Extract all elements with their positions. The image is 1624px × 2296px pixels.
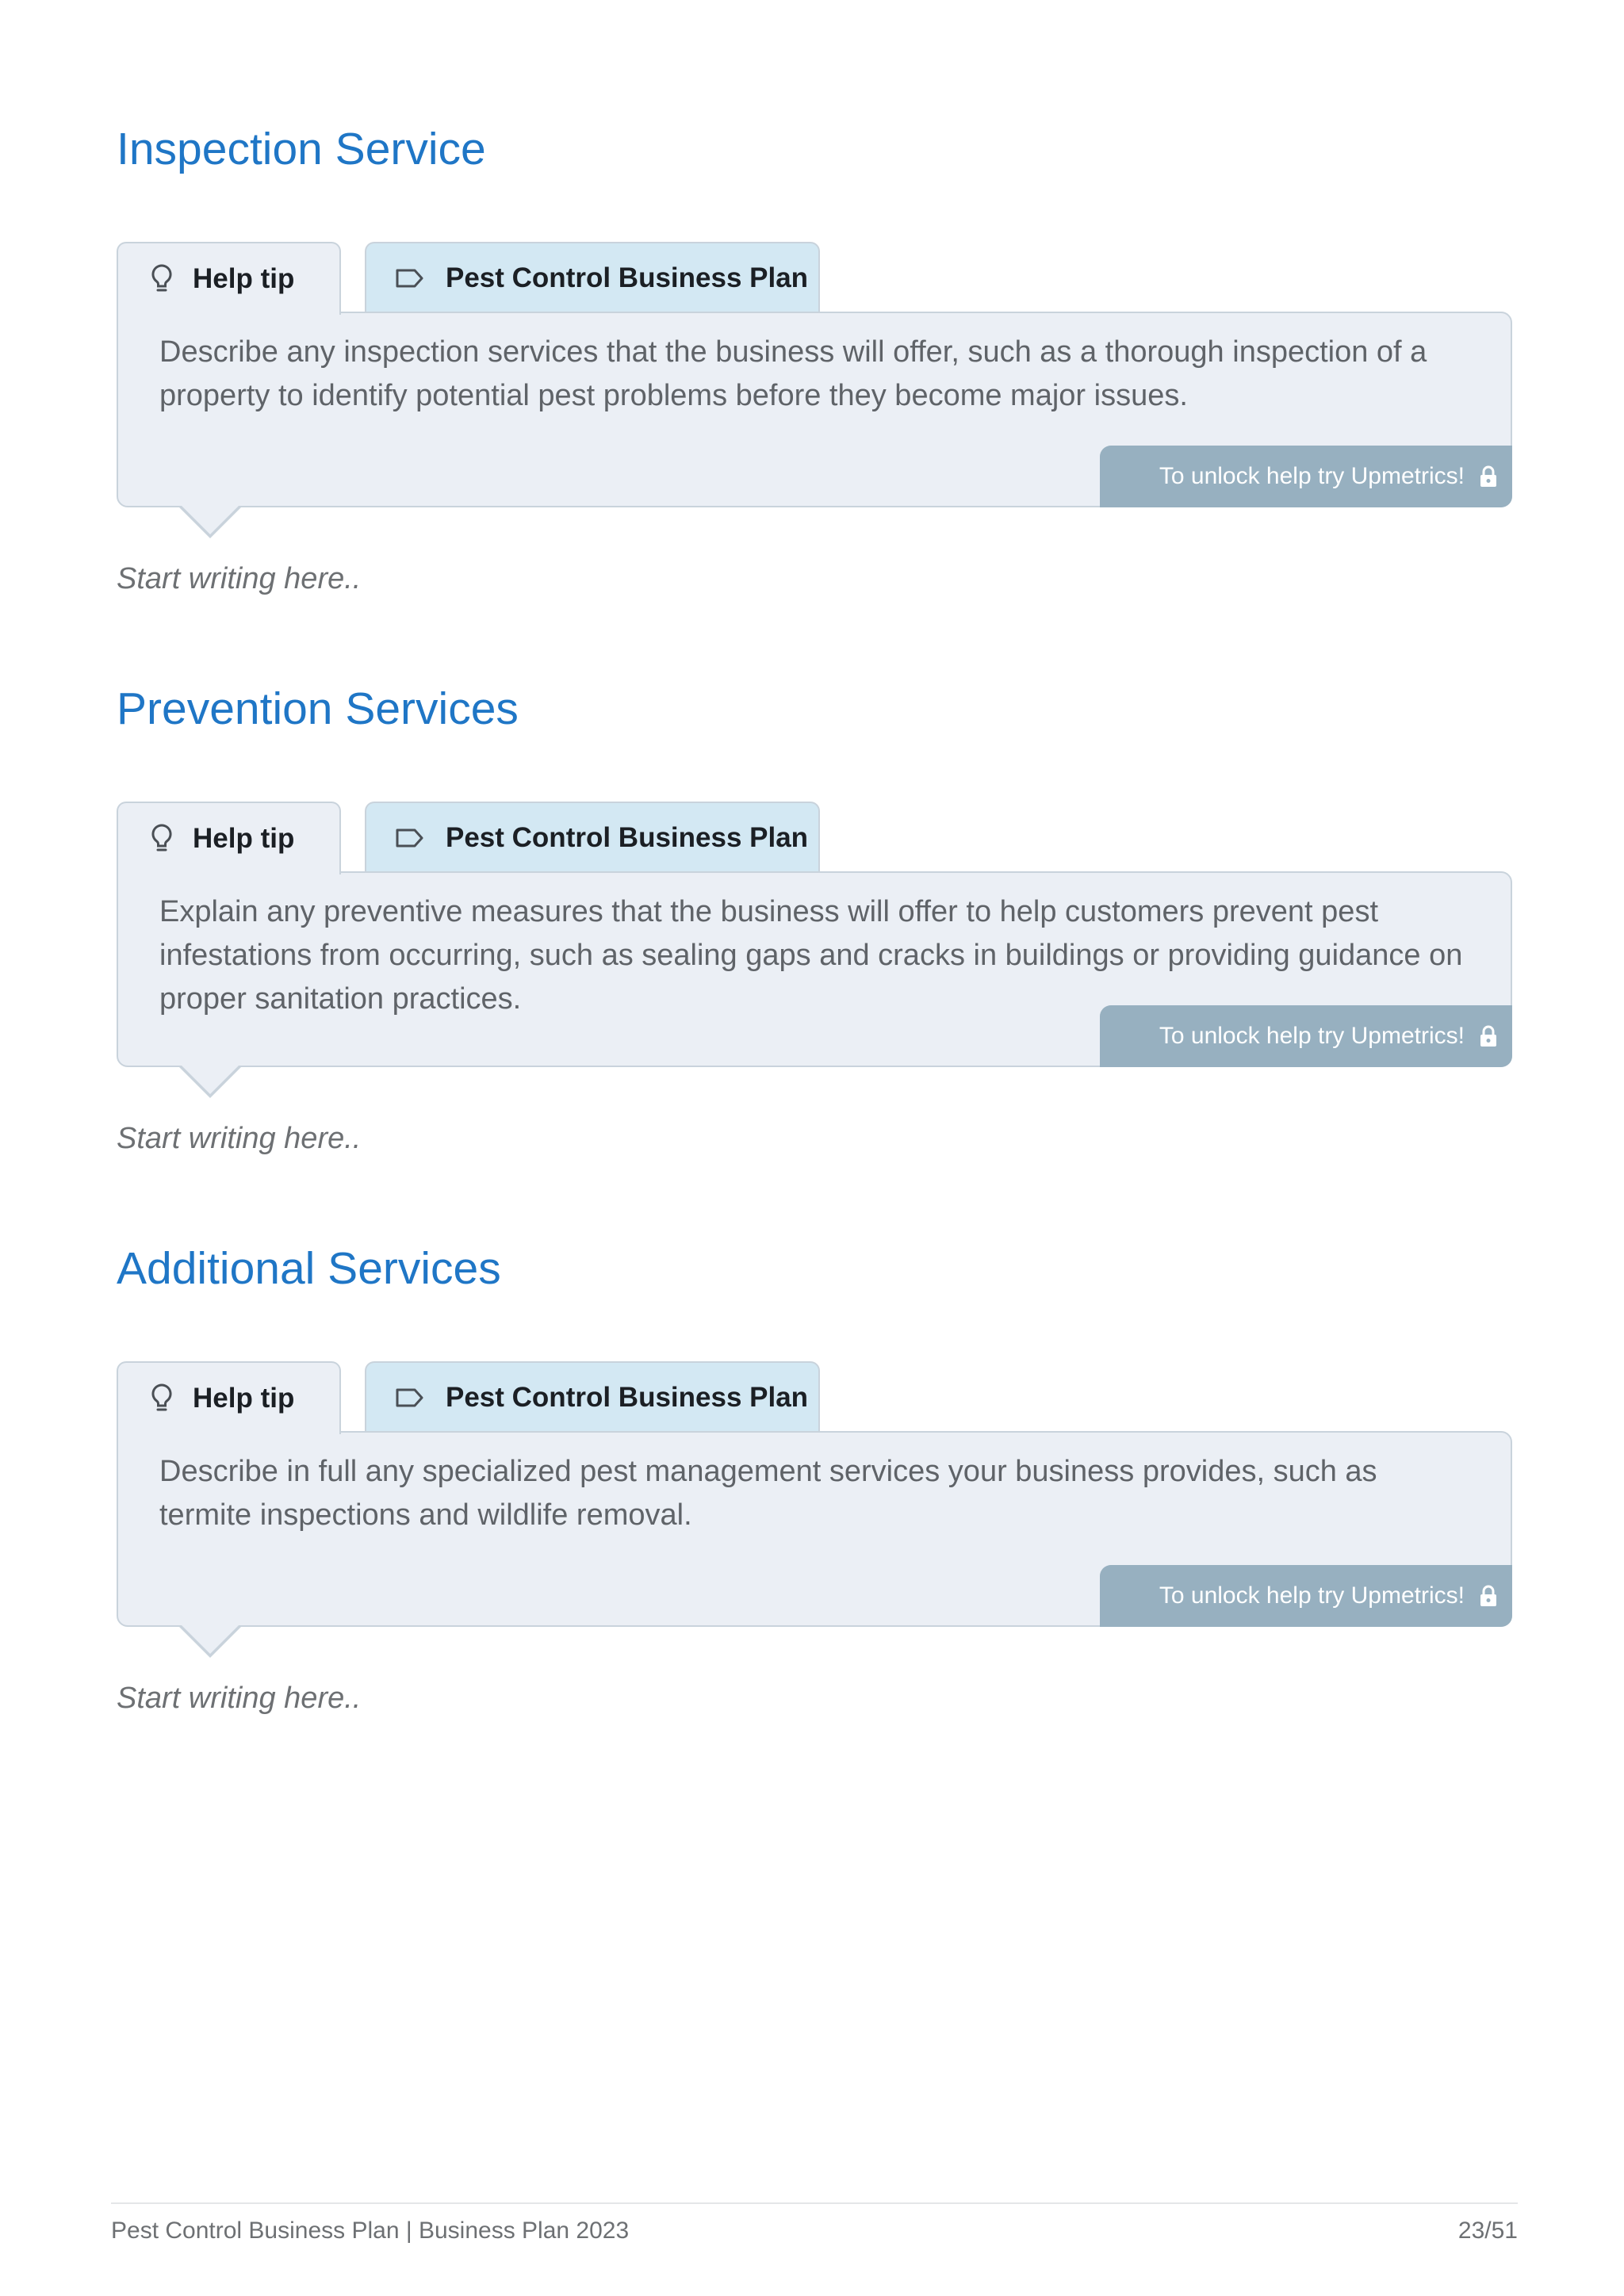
tab-help-tip-label: Help tip [193,1383,295,1414]
tab-plan-label: Pest Control Business Plan [446,822,809,853]
writing-placeholder[interactable]: Start writing here.. [117,1682,362,1715]
tab-help-tip[interactable] [117,802,341,874]
tag-icon [395,827,425,849]
tab-plan-label: Pest Control Business Plan [446,262,809,293]
tag-icon [395,267,425,289]
lock-icon [1479,1584,1498,1608]
unlock-label: To unlock help try Upmetrics! [1159,463,1465,489]
lightbulb-icon [150,1383,174,1414]
writing-placeholder[interactable]: Start writing here.. [117,1122,362,1155]
tip-pointer [178,506,243,538]
section-prevention-services [0,560,1624,1155]
help-tip-text: Describe in full any specialized pest management services your business provides, such as termite inspections and wildlife removal. [159,1455,1377,1532]
unlock-upmetrics-button[interactable] [1100,446,1512,507]
section-title: Additional Services [117,1243,501,1294]
footer-divider [111,2202,1518,2204]
writing-placeholder[interactable]: Start writing here.. [117,562,362,595]
help-tip-text: Describe any inspection services that the business will offer, such as a thorough inspection of a property to identify potential pest problems before they become major issues. [159,335,1427,412]
tab-help-tip-label: Help tip [193,263,295,294]
lock-icon [1479,1024,1498,1048]
tab-pest-control-business-plan[interactable] [365,242,820,313]
tab-help-tip[interactable] [117,1361,341,1434]
help-tip-box [117,312,1512,507]
section-inspection-service [0,0,1624,595]
tab-help-tip-label: Help tip [193,823,295,854]
help-tip-box [117,871,1512,1067]
section-title: Prevention Services [117,683,519,734]
footer-page-number: 23/51 [1457,2218,1518,2244]
unlock-label: To unlock help try Upmetrics! [1159,1582,1465,1609]
lightbulb-icon [150,823,174,855]
tip-pointer [178,1066,243,1098]
tag-icon [395,1387,425,1409]
unlock-upmetrics-button[interactable] [1100,1565,1512,1627]
section-title: Inspection Service [117,124,486,174]
help-tip-text: Explain any preventive measures that the business will offer to help customers prevent pest infestations from occurring, such as sealing gaps and cracks in buildings or providing guidance on proper sanitation practices. [159,895,1463,1016]
unlock-upmetrics-button[interactable] [1100,1005,1512,1067]
lock-icon [1479,465,1498,488]
tab-pest-control-business-plan[interactable] [365,1361,820,1433]
unlock-label: To unlock help try Upmetrics! [1159,1023,1465,1049]
tab-help-tip[interactable] [117,242,341,315]
help-tip-box [117,1431,1512,1627]
footer-document-title: Pest Control Business Plan | Business Plan 2023 [111,2218,630,2244]
tab-plan-label: Pest Control Business Plan [446,1382,809,1413]
section-additional-services [0,1119,1624,1715]
lightbulb-icon [150,263,174,295]
tip-pointer [178,1625,243,1658]
tab-pest-control-business-plan[interactable] [365,802,820,873]
